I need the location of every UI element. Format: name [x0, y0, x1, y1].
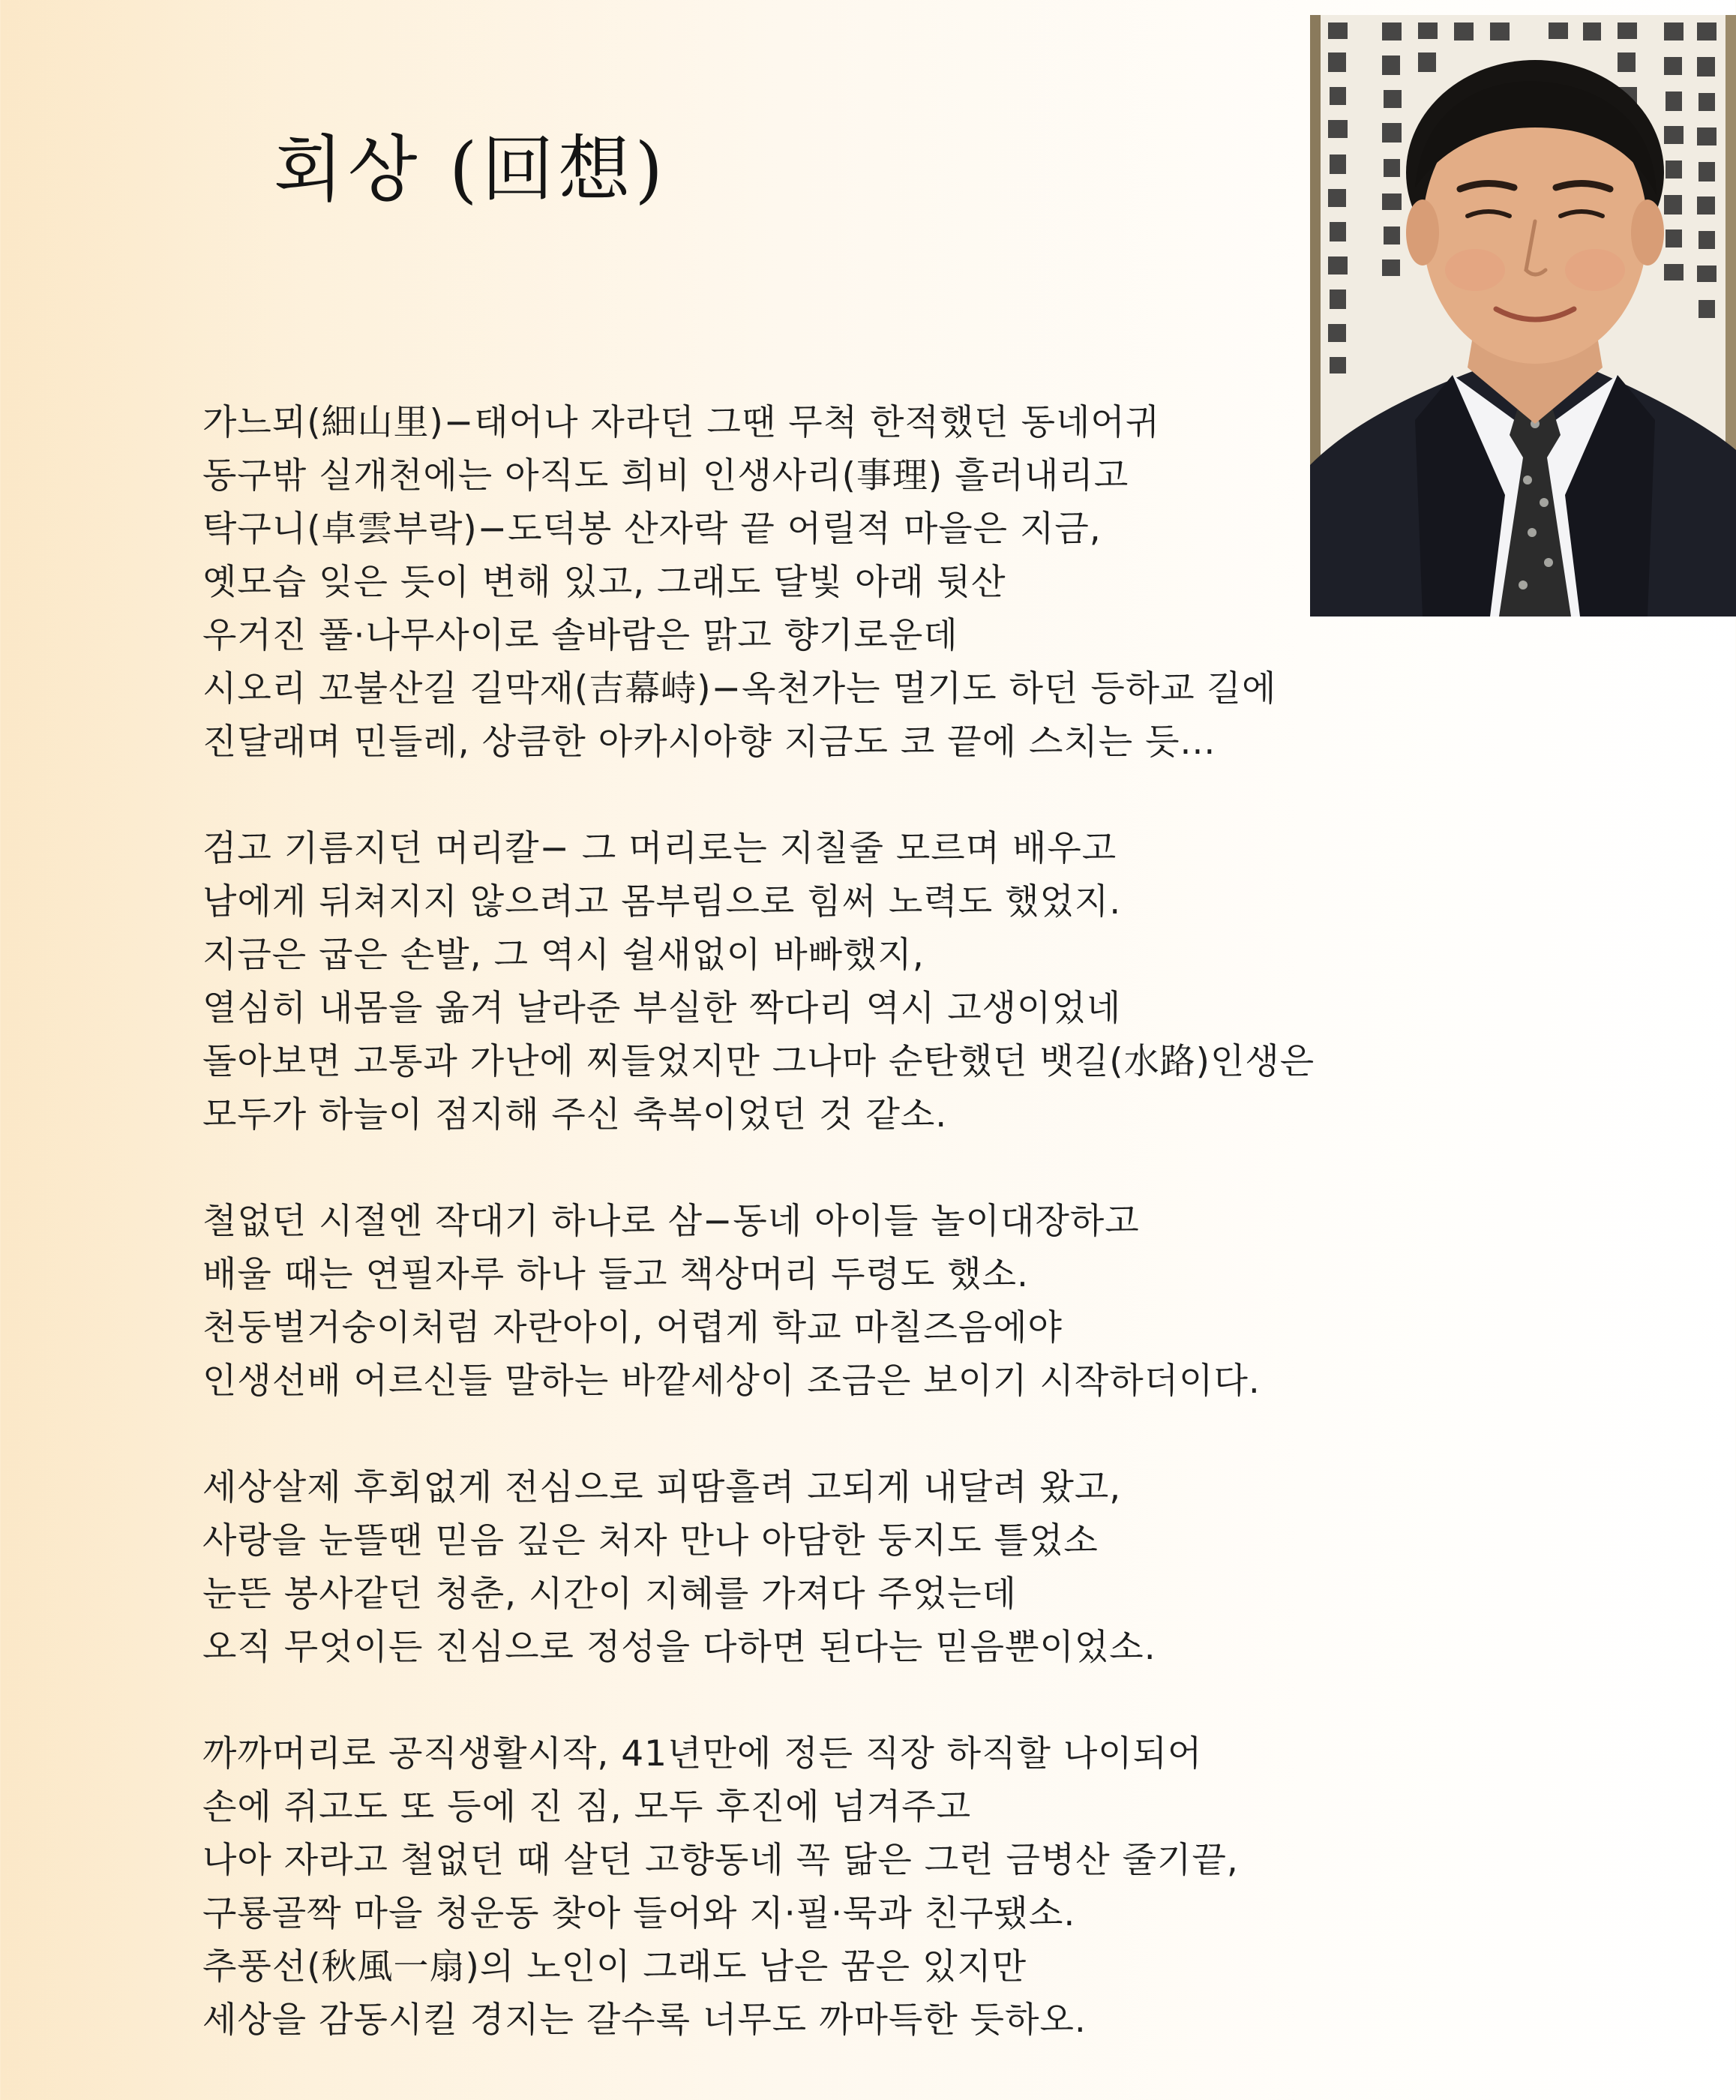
- poem-line: 철없던 시절엔 작대기 하나로 삼−동네 아이들 놀이대장하고: [202, 1201, 1140, 1242]
- poem-line: 지금은 굽은 손발, 그 역시 쉴새없이 바빠했지,: [202, 934, 925, 976]
- poem-body: [202, 396, 1372, 2100]
- poem-line: 남에게 뒤쳐지지 않으려고 몸부림으로 힘써 노력도 했었지.: [202, 881, 1122, 922]
- page-title: 회상 (回想): [274, 128, 667, 212]
- stanza-2: [202, 822, 1372, 1142]
- stanza-1: [202, 396, 1372, 769]
- stanza-4: [202, 1461, 1372, 1674]
- poem-line: 검고 기름지던 머리칼− 그 머리로는 지칠줄 모르며 배우고: [202, 828, 1117, 869]
- poem-line: 배울 때는 연필자루 하나 들고 책상머리 두령도 했소.: [202, 1254, 1029, 1295]
- poem-line: 모두가 하늘이 점지해 주신 축복이었던 것 같소.: [202, 1094, 948, 1136]
- poem-line: 인생선배 어르신들 말하는 바깥세상이 조금은 보이기 시작하더이다.: [202, 1360, 1261, 1402]
- poem-line: 진달래며 민들레, 상큼한 아카시아향 지금도 코 끝에 스치는 듯...: [202, 722, 1216, 763]
- poem-line: 동구밖 실개천에는 아직도 희비 인생사리(事理) 흘러내리고: [202, 455, 1129, 496]
- portrait-photo-icon: [1310, 15, 1736, 616]
- poem-line: 돌아보면 고통과 가난에 찌들었지만 그나마 순탄했던 뱃길(水路)인생은: [202, 1041, 1315, 1082]
- poem-line: 시오리 꼬불산길 길막재(吉幕峙)−옥천가는 멀기도 하던 등하교 길에: [202, 668, 1277, 710]
- poem-line: 가느뫼(細山里)−태어나 자라던 그땐 무척 한적했던 동네어귀: [202, 402, 1161, 443]
- poem-line: 천둥벌거숭이처럼 자란아이, 어렵게 학교 마칠즈음에야: [202, 1307, 1063, 1348]
- poem-line: 눈뜬 봉사같던 청춘, 시간이 지혜를 가져다 주었는데: [202, 1574, 1018, 1615]
- poem-line: 까까머리로 공직생활시작, 41년만에 정든 직장 하직할 나이되어: [202, 1733, 1203, 1774]
- poem-line: 열심히 내몸을 옮겨 날라준 부실한 짝다리 역시 고생이었네: [202, 988, 1122, 1029]
- poem-line: 오직 무엇이든 진심으로 정성을 다하면 된다는 믿음뿐이었소.: [202, 1627, 1156, 1668]
- poem-line: 탁구니(卓雲부락)−도덕봉 산자락 끝 어릴적 마을은 지금,: [202, 508, 1102, 550]
- poem-line: 추풍선(秋風一扇)의 노인이 그래도 남은 꿈은 있지만: [202, 1946, 1027, 1988]
- poem-line: 구룡골짝 마을 청운동 찾아 들어와 지·필·묵과 친구됐소.: [202, 1893, 1076, 1934]
- poem-line: 우거진 풀·나무사이로 솔바람은 맑고 향기로운데: [202, 615, 958, 656]
- poem-line: 옛모습 잊은 듯이 변해 있고, 그래도 달빛 아래 뒷산: [202, 562, 1006, 603]
- poem-line: 나아 자라고 철없던 때 살던 고향동네 꼭 닮은 그런 금병산 줄기끝,: [202, 1840, 1239, 1881]
- poem-line: 세상을 감동시킬 경지는 갈수록 너무도 까마득한 듯하오.: [202, 2000, 1087, 2041]
- stanza-5: [202, 1727, 1372, 2047]
- poem-line: 사랑을 눈뜰땐 믿음 깊은 처자 만나 아담한 둥지도 틀었소: [202, 1520, 1099, 1562]
- poem-line: 손에 쥐고도 또 등에 진 짐, 모두 후진에 넘겨주고: [202, 1786, 972, 1828]
- poem-line: 세상살제 후회없게 전심으로 피땀흘려 고되게 내달려 왔고,: [202, 1467, 1122, 1508]
- stanza-3: [202, 1195, 1372, 1408]
- portrait-photo: [1310, 15, 1736, 616]
